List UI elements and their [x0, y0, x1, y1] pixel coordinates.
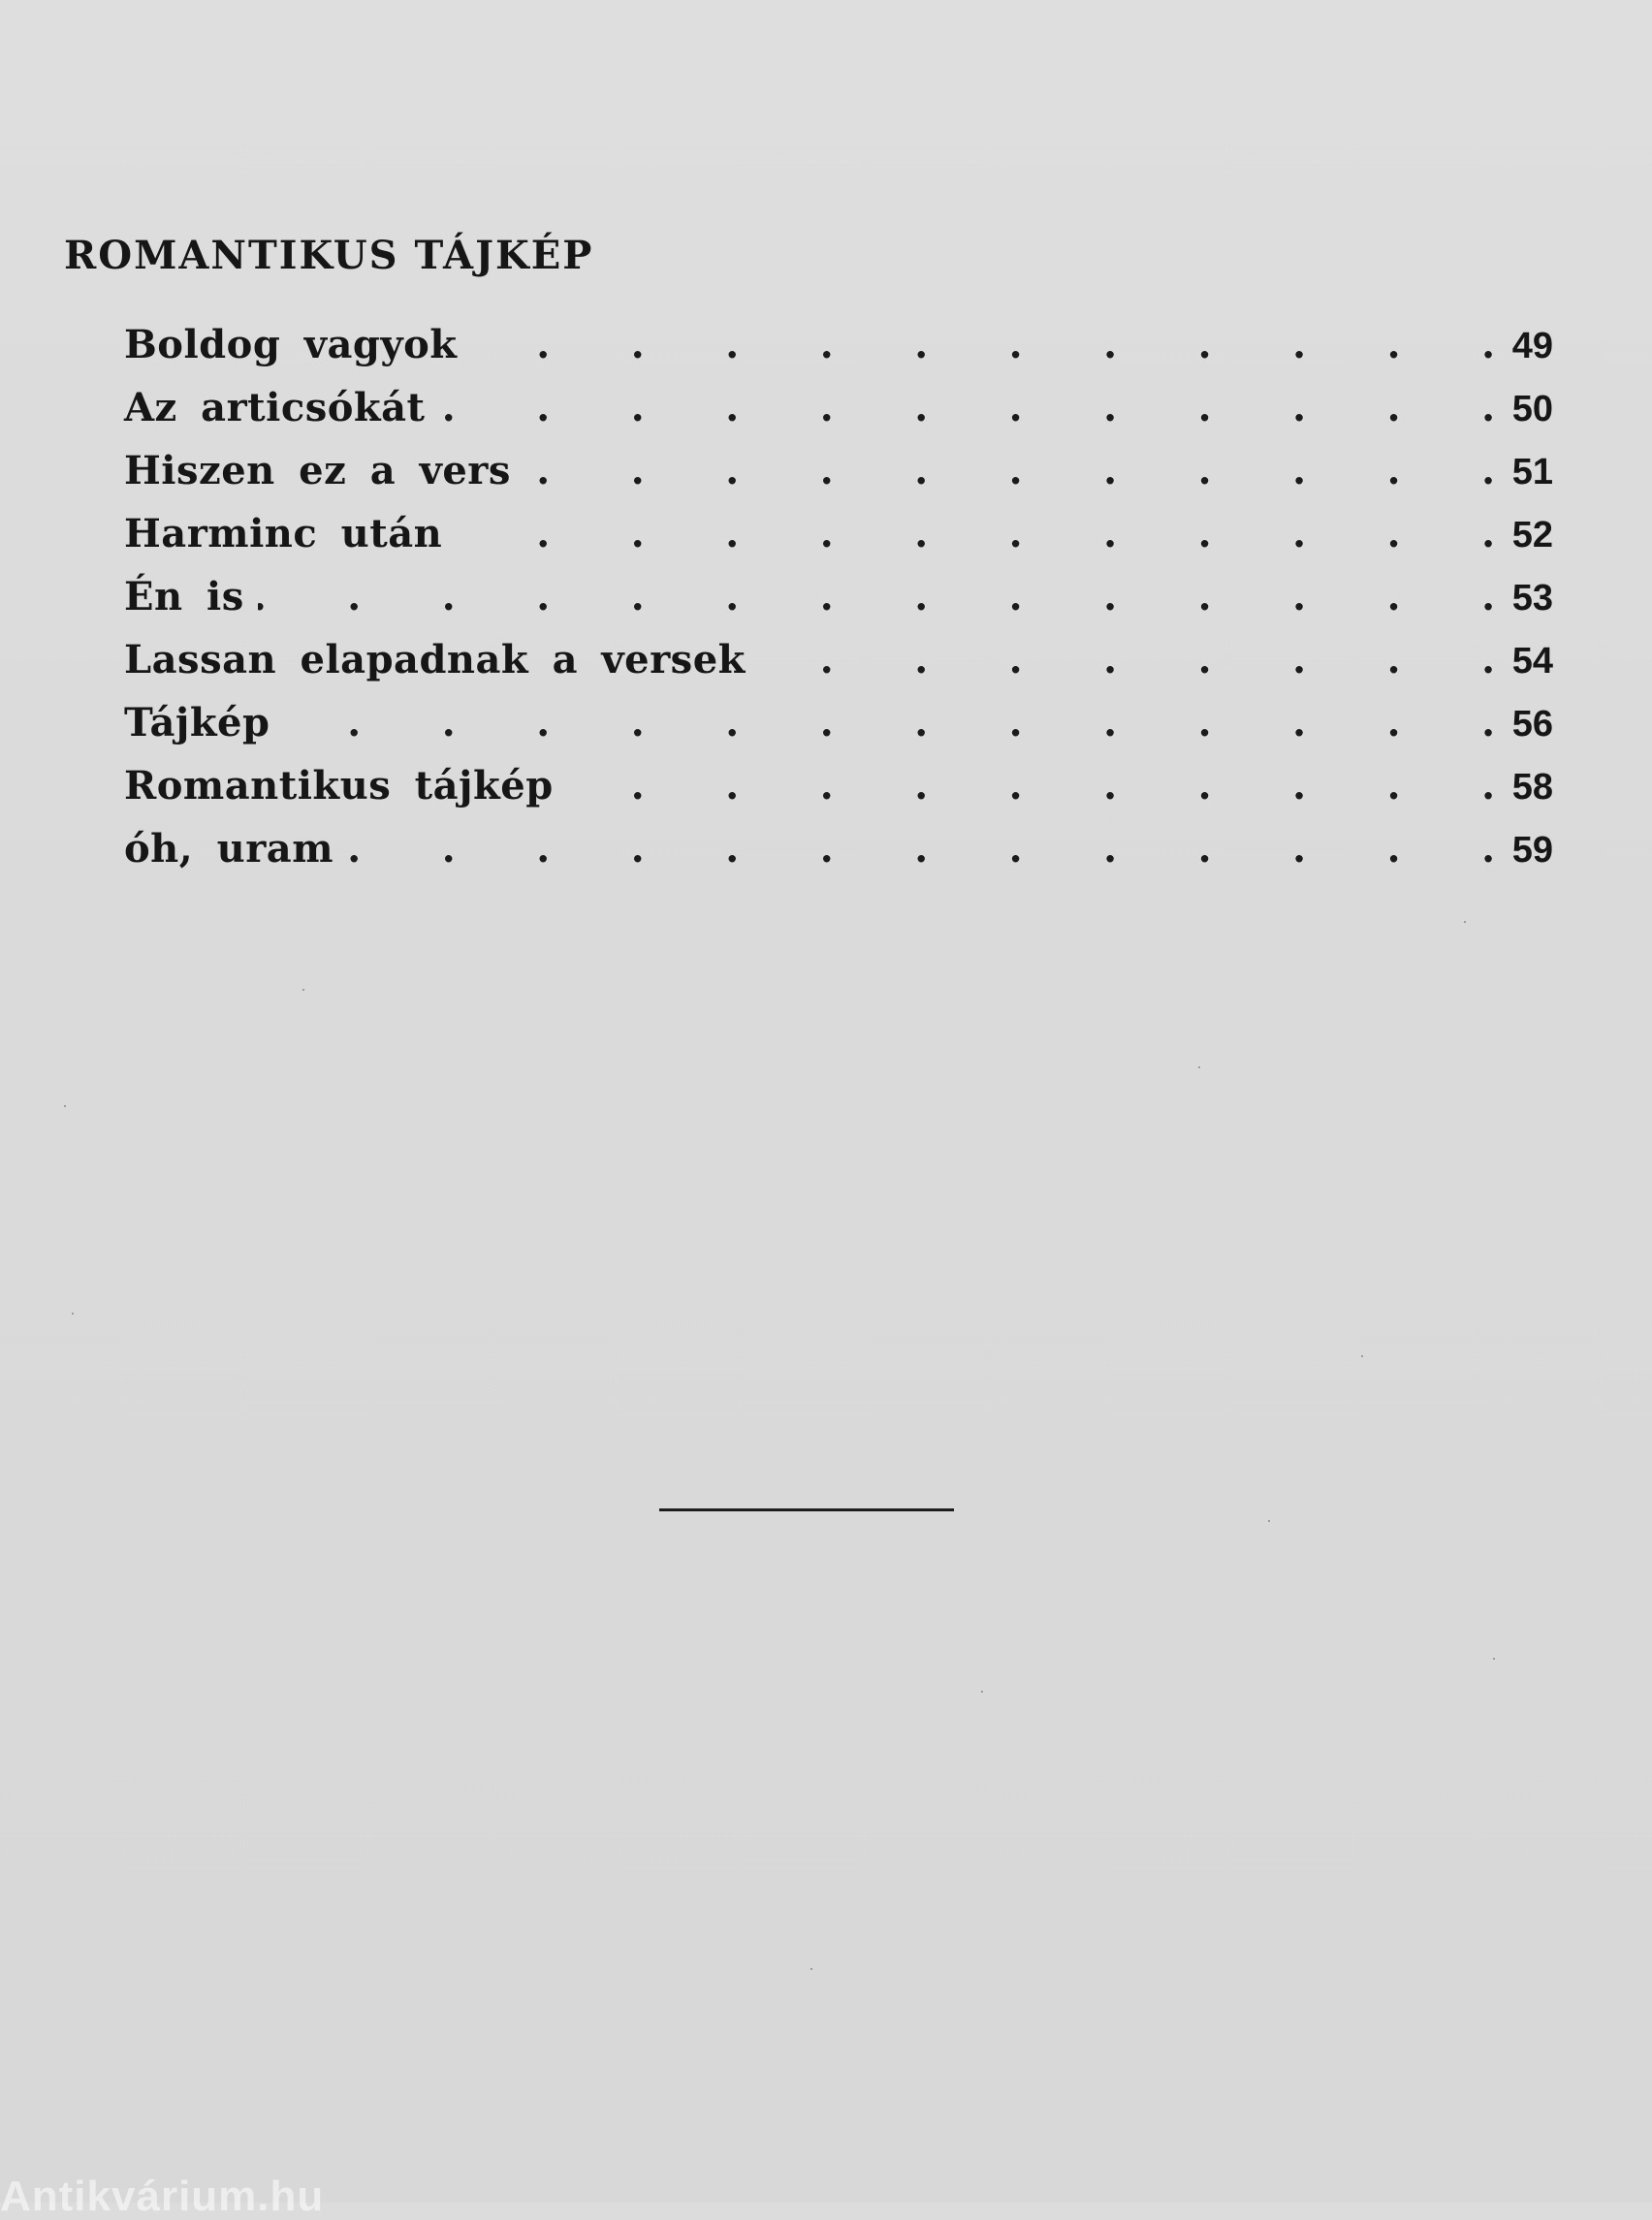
toc-entry-page: 59 — [1511, 830, 1553, 871]
dot-leader — [439, 389, 1495, 428]
dot-leader — [759, 641, 1495, 680]
toc-entry-title: Hiszen ez a vers — [124, 448, 511, 493]
toc-entry-title: Boldog vagyok — [124, 322, 458, 367]
paper-speck — [1464, 921, 1466, 923]
toc-entry — [124, 448, 1553, 515]
toc-entry-page: 52 — [1511, 515, 1553, 555]
toc-entry — [124, 574, 1553, 641]
paper-speck — [302, 989, 304, 991]
dot-leader — [283, 704, 1495, 743]
horizontal-divider — [659, 1508, 954, 1511]
paper-speck — [1361, 1355, 1363, 1357]
paper-speck — [64, 1105, 66, 1107]
toc-entry-page: 53 — [1511, 578, 1553, 618]
toc-entry — [124, 763, 1553, 830]
paper-speck — [1198, 1066, 1200, 1068]
toc-entry-title: Lassan elapadnak a versek — [124, 637, 746, 682]
toc-entry — [124, 385, 1553, 452]
dot-leader — [567, 767, 1495, 806]
toc-entry-page: 54 — [1511, 641, 1553, 682]
dot-leader — [471, 326, 1496, 365]
paper-speck — [810, 1968, 812, 1970]
dot-leader — [258, 578, 1495, 617]
paper-speck — [1493, 1658, 1495, 1660]
toc-entry-page: 56 — [1511, 704, 1553, 745]
toc-entry-title: óh, uram — [124, 826, 334, 872]
toc-entry-page: 51 — [1511, 452, 1553, 492]
section-title: ROMANTIKUS TÁJKÉP — [64, 233, 594, 278]
dot-leader — [347, 830, 1495, 869]
watermark: Antikvárium.hu — [0, 2172, 325, 2220]
toc-entry — [124, 700, 1553, 767]
dot-leader — [456, 515, 1495, 554]
dot-leader — [524, 452, 1495, 491]
toc-entry-title: Én is — [124, 574, 244, 619]
toc-entry — [124, 511, 1553, 578]
toc-entry-title: Az articsókát — [124, 385, 426, 430]
toc-entry-page: 49 — [1511, 326, 1553, 366]
toc-entry — [124, 322, 1553, 389]
table-of-contents — [124, 322, 1553, 893]
toc-entry — [124, 826, 1553, 893]
toc-entry-title: Harminc után — [124, 511, 443, 556]
paper-speck — [1268, 1520, 1270, 1522]
paper-speck — [72, 1313, 74, 1315]
toc-entry-title: Romantikus tájkép — [124, 763, 554, 809]
toc-entry-page: 58 — [1511, 767, 1553, 808]
toc-entry — [124, 637, 1553, 704]
paper-speck — [981, 1691, 983, 1693]
toc-entry-title: Tájkép — [124, 700, 270, 745]
toc-entry-page: 50 — [1511, 389, 1553, 429]
